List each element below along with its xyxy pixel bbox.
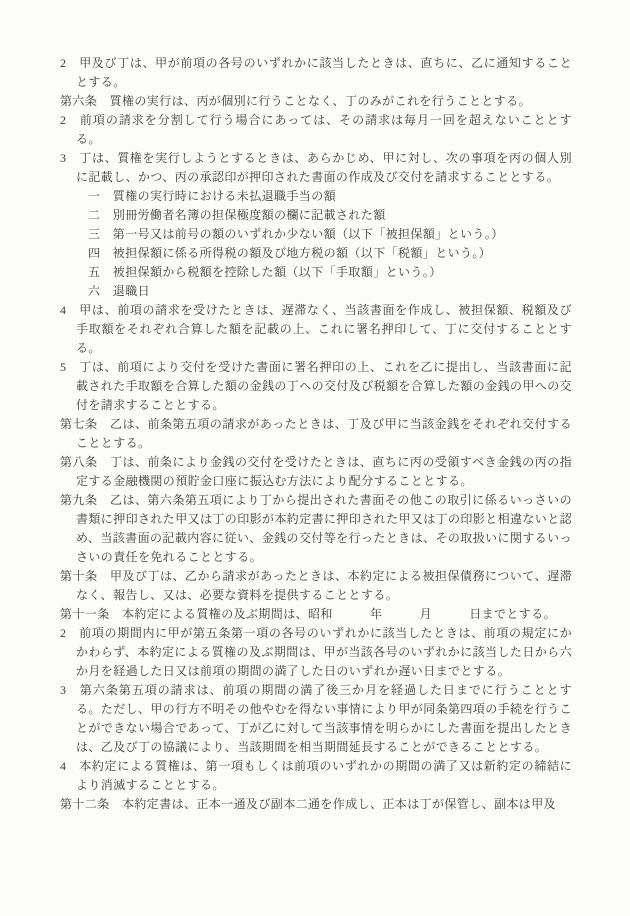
article-paragraph: 第七条 乙は、前条第五項の請求があったときは、丁及び甲に当該金銭をそれぞれ交付することとする。 [60,417,572,450]
document-text-block [60,54,572,814]
list-item: 二 別冊労働者名簿の担保極度額の欄に記載された額 [88,208,386,222]
article-paragraph: 第十条 甲及び丁は、乙から請求があったときは、本約定による被担保債務について、遅滞なく、報告し、又は、必要な資料を提供することとする。 [60,569,572,602]
numbered-paragraph: 5 丁は、前項により交付を受けた書面に署名押印の上、これを乙に提出し、当該書面に記載された手取額を合算した額の金銭の丁への交付及び税額を合算した額の金銭の甲への交付を請求することとする。 [60,360,573,412]
numbered-paragraph: 4 甲は、前項の請求を受けたときは、遅滞なく、当該書面を作成し、被担保額、税額及び手取額をそれぞれ合算した額を記載の上、これに署名押印して、丁に交付することとする。 [60,303,572,355]
numbered-paragraph: 2 甲及び丁は、甲が前項の各号のいずれかに該当したときは、直ちに、乙に通知することとする。 [60,56,572,89]
article-paragraph: 第六条 質権の実行は、丙が個別に行うことなく、丁のみがこれを行うこととする。 [60,94,531,108]
list-item: 三 第一号又は前号の額のいずれか少ない額（以下「被担保額」という。） [88,227,504,241]
numbered-paragraph: 3 第六条第五項の請求は、前項の期間の満了後三か月を経過した日までに行うこととする。ただし、甲の行方不明その他やむを得ない事情により甲が同条第四項の手続を行うことができない場合であって、丁が乙に対して当該事情を明らかにした書面を提出したときは、乙及び丁の協議により、当該期間を相当期間延長することができることとする。 [60,683,573,754]
numbered-paragraph: 2 前項の請求を分割して行う場合にあっては、その請求は毎月一回を超えないこととする。 [60,113,572,146]
numbered-paragraph: 2 前項の期間内に甲が第五条第一項の各号のいずれかに該当したときは、前項の規定にかかわらず、本約定による質権の及ぶ期間は、甲が当該各号のいずれかに該当した日から六か月を経過した日又は前項の期間の満了した日のいずれか遅い日までとする。 [60,626,572,678]
list-item: 六 退職日 [88,284,151,298]
article-paragraph: 第八条 丁は、前条により金銭の交付を受けたときは、直ちに丙の受領すべき金銭の丙の指定する金融機関の預貯金口座に振込む方法により配分することとする。 [60,455,572,488]
article-paragraph: 第十二条 本約定書は、正本一通及び副本二通を作成し、正本は丁が保管し、副本は甲及 [60,797,557,811]
list-item: 五 被担保額から税額を控除した額（以下「手取額」という。） [88,265,442,279]
list-item: 一 質権の実行時における未払退職手当の額 [88,189,337,203]
numbered-paragraph: 3 丁は、質権を実行しようとするときは、あらかじめ、甲に対し、次の事項を丙の個人別に記載し、かつ、丙の承認印が押印された書面の作成及び交付を請求することとする。 [60,151,572,184]
article-paragraph: 第十一条 本約定による質権の及ぶ期間は、昭和 年 月 日までとする。 [60,607,557,621]
article-paragraph: 第九条 乙は、第六条第五項により丁から提出された書面その他この取引に係るいっさいの書類に押印された甲又は丁の印影が本約定書に押印された甲又は丁の印影と相違ないと認め、当該書面の記載内容に従い、金銭の交付等を行ったときは、その取扱いに関するいっさいの責任を免れることとする。 [60,493,573,564]
list-item: 四 被担保額に係る所得税の額及び地方税の額（以下「税額」という。） [88,246,492,260]
numbered-paragraph: 4 本約定による質権は、第一項もしくは前項のいずれかの期間の満了又は新約定の締結により消滅することとする。 [60,759,572,792]
